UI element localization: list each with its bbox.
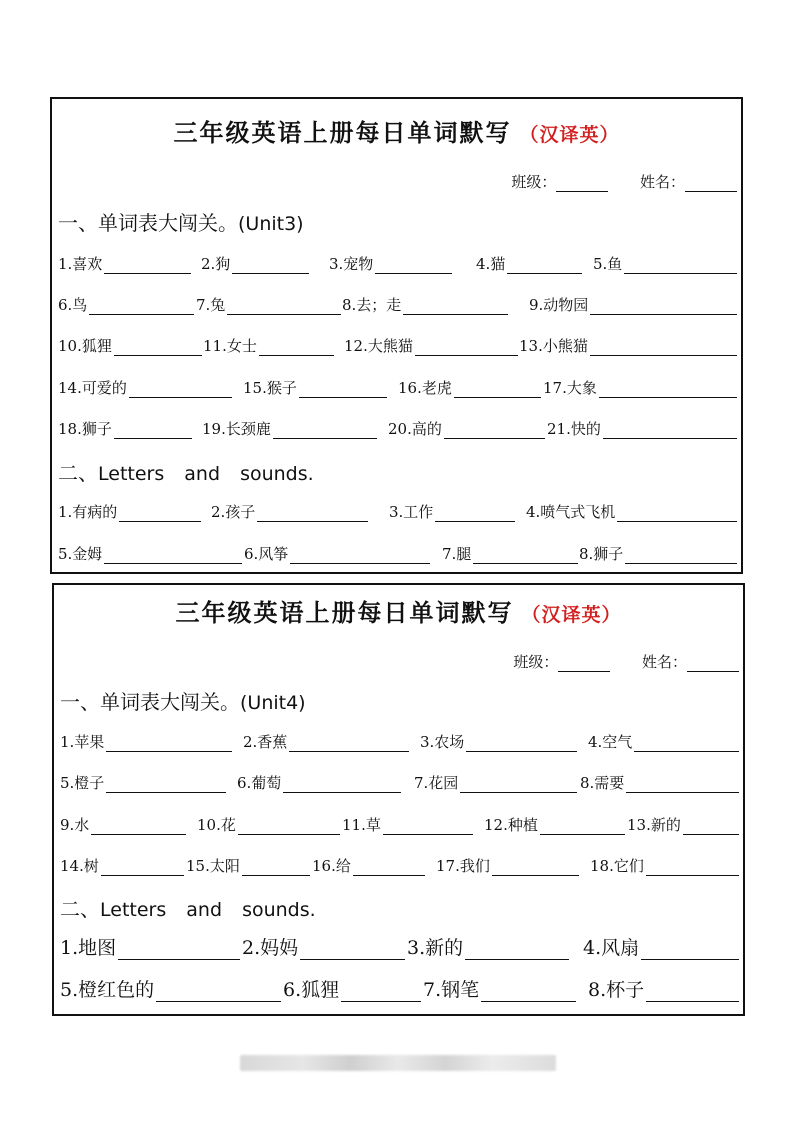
answer-blank[interactable]: [300, 939, 405, 960]
answer-blank[interactable]: [227, 298, 341, 315]
word-prompt: 20.高的: [388, 420, 442, 438]
answer-blank[interactable]: [341, 981, 421, 1002]
word-prompt: 18.狮子: [58, 420, 112, 438]
word-item: [58, 501, 201, 522]
class-blank[interactable]: [556, 176, 608, 192]
name-label: 姓名：: [639, 173, 685, 191]
worksheet-unit4: [52, 583, 745, 1016]
word-prompt: 2.香蕉: [243, 733, 288, 751]
word-prompt: 3.农场: [420, 733, 465, 751]
word-row: [60, 772, 739, 796]
title-text: 三年级英语上册每日单词默写: [173, 118, 512, 147]
word-item: [211, 501, 368, 522]
answer-blank[interactable]: [375, 257, 452, 274]
word-item: [60, 731, 232, 752]
worksheet-title: [54, 593, 743, 628]
word-item: [588, 975, 739, 1002]
word-item: [243, 377, 387, 398]
word-item: [201, 253, 309, 274]
worksheet-title: [52, 113, 741, 148]
word-item: [243, 731, 409, 752]
word-item: [312, 855, 425, 876]
word-prompt: 7.钢笔: [423, 979, 480, 1001]
word-item: [342, 814, 473, 835]
word-item: [342, 294, 508, 315]
answer-blank[interactable]: [465, 939, 569, 960]
answer-blank[interactable]: [89, 298, 194, 315]
word-prompt: 19.长颈鹿: [202, 420, 271, 438]
answer-blank[interactable]: [617, 505, 737, 522]
name-blank[interactable]: [685, 176, 737, 192]
name-label: 姓名：: [641, 653, 687, 671]
word-prompt: 8.狮子: [579, 545, 624, 563]
word-prompt: 6.狐狸: [283, 979, 340, 1001]
word-prompt: 1.喜欢: [58, 255, 103, 273]
answer-blank[interactable]: [492, 859, 579, 876]
word-prompt: 10.狐狸: [58, 337, 112, 355]
word-item: [344, 335, 518, 356]
section-vocabulary-heading: [58, 207, 304, 236]
class-name-fields: [513, 651, 739, 672]
answer-blank[interactable]: [383, 818, 473, 835]
answer-blank[interactable]: [403, 298, 508, 315]
word-item: [60, 772, 226, 793]
section-heading-english: Letters and sounds.: [98, 463, 314, 485]
word-prompt: 8.杯子: [588, 979, 645, 1001]
answer-blank[interactable]: [104, 547, 242, 564]
word-item: [407, 933, 569, 960]
answer-blank[interactable]: [603, 422, 737, 439]
answer-blank[interactable]: [104, 257, 191, 274]
word-prompt: 6.葡萄: [237, 774, 282, 792]
answer-blank[interactable]: [415, 339, 518, 356]
word-item: [583, 933, 739, 960]
word-row: [58, 501, 737, 525]
answer-blank[interactable]: [646, 859, 739, 876]
word-prompt: 12.大熊猫: [344, 337, 413, 355]
word-item: [476, 253, 582, 274]
title-subtitle: （汉译英）: [519, 124, 620, 146]
word-item: [526, 501, 737, 522]
answer-blank[interactable]: [625, 547, 737, 564]
word-item: [529, 294, 737, 315]
word-row: [60, 975, 739, 1003]
word-row: [58, 294, 737, 318]
word-prompt: 16.老虎: [398, 379, 452, 397]
word-prompt: 5.橙子: [60, 774, 105, 792]
word-prompt: 17.大象: [543, 379, 597, 397]
word-prompt: 6.鸟: [58, 296, 88, 314]
word-item: [436, 855, 579, 876]
section-letters-heading: [58, 457, 314, 486]
word-prompt: 5.橙红色的: [60, 979, 155, 1001]
word-prompt: 21.快的: [547, 420, 601, 438]
answer-blank[interactable]: [119, 505, 201, 522]
word-row: [60, 731, 739, 755]
answer-blank[interactable]: [626, 776, 739, 793]
answer-blank[interactable]: [599, 381, 737, 398]
word-item: [590, 855, 739, 876]
word-prompt: 2.孩子: [211, 503, 256, 521]
class-label: 班级：: [513, 653, 559, 671]
word-item: [203, 335, 334, 356]
answer-blank[interactable]: [473, 547, 578, 564]
word-item: [329, 253, 452, 274]
word-prompt: 16.给: [312, 857, 351, 875]
word-prompt: 8.需要: [580, 774, 625, 792]
word-item: [388, 418, 545, 439]
word-prompt: 7.花园: [414, 774, 459, 792]
word-item: [244, 543, 430, 564]
word-prompt: 3.新的: [407, 937, 464, 959]
class-name-fields: [511, 171, 737, 192]
answer-blank[interactable]: [590, 298, 737, 315]
word-item: [58, 253, 191, 274]
word-prompt: 1.苹果: [60, 733, 105, 751]
word-item: [283, 975, 421, 1002]
answer-blank[interactable]: [466, 735, 577, 752]
answer-blank[interactable]: [91, 818, 186, 835]
word-row: [58, 543, 737, 567]
word-item: [519, 335, 737, 356]
word-item: [197, 814, 340, 835]
answer-blank[interactable]: [232, 257, 309, 274]
section-heading-english: Letters and sounds.: [100, 899, 316, 921]
word-prompt: 14.可爱的: [58, 379, 127, 397]
word-item: [593, 253, 737, 274]
word-item: [186, 855, 310, 876]
word-item: [242, 933, 405, 960]
word-item: [543, 377, 737, 398]
word-row: [58, 253, 737, 277]
answer-blank[interactable]: [634, 735, 739, 752]
word-row: [60, 933, 739, 961]
word-prompt: 5.金姆: [58, 545, 103, 563]
answer-blank[interactable]: [242, 859, 310, 876]
word-prompt: 8.去；走: [342, 296, 402, 314]
word-prompt: 14.树: [60, 857, 99, 875]
title-text: 三年级英语上册每日单词默写: [175, 598, 514, 627]
answer-blank[interactable]: [101, 859, 184, 876]
word-prompt: 15.猴子: [243, 379, 297, 397]
answer-blank[interactable]: [114, 422, 192, 439]
answer-blank[interactable]: [540, 818, 625, 835]
word-prompt: 3.宠物: [329, 255, 374, 273]
word-row: [58, 377, 737, 401]
answer-blank[interactable]: [290, 547, 430, 564]
answer-blank[interactable]: [283, 776, 401, 793]
word-item: [60, 855, 184, 876]
word-item: [580, 772, 739, 793]
word-prompt: 7.腿: [442, 545, 472, 563]
answer-blank[interactable]: [156, 981, 281, 1002]
word-prompt: 7.兔: [196, 296, 226, 314]
answer-blank[interactable]: [683, 818, 739, 835]
word-item: [547, 418, 737, 439]
class-label: 班级：: [511, 173, 557, 191]
word-prompt: 5.鱼: [593, 255, 623, 273]
title-subtitle: （汉译英）: [521, 604, 622, 626]
word-item: [58, 377, 232, 398]
word-row: [58, 335, 737, 359]
answer-blank[interactable]: [646, 981, 739, 1002]
answer-blank[interactable]: [624, 257, 737, 274]
word-row: [60, 814, 739, 838]
answer-blank[interactable]: [129, 381, 232, 398]
word-item: [627, 814, 739, 835]
answer-blank[interactable]: [507, 257, 582, 274]
blurred-watermark: [240, 1055, 556, 1071]
answer-blank[interactable]: [259, 339, 334, 356]
word-row: [60, 855, 739, 879]
word-item: [442, 543, 578, 564]
word-item: [237, 772, 401, 793]
unit-label: (Unit3): [238, 213, 304, 235]
word-prompt: 4.空气: [588, 733, 633, 751]
answer-blank[interactable]: [590, 339, 737, 356]
word-row: [58, 418, 737, 442]
answer-blank[interactable]: [454, 381, 541, 398]
word-prompt: 6.风筝: [244, 545, 289, 563]
answer-blank[interactable]: [273, 422, 377, 439]
word-item: [484, 814, 625, 835]
word-prompt: 3.工作: [389, 503, 434, 521]
class-blank[interactable]: [558, 656, 610, 672]
word-prompt: 13.小熊猫: [519, 337, 588, 355]
answer-blank[interactable]: [289, 735, 409, 752]
word-item: [579, 543, 737, 564]
answer-blank[interactable]: [257, 505, 368, 522]
word-prompt: 2.狗: [201, 255, 231, 273]
word-item: [414, 772, 577, 793]
answer-blank[interactable]: [299, 381, 387, 398]
word-prompt: 10.花: [197, 816, 236, 834]
word-prompt: 17.我们: [436, 857, 490, 875]
word-item: [58, 294, 194, 315]
word-item: [58, 543, 242, 564]
word-item: [60, 933, 240, 960]
word-item: [588, 731, 739, 752]
answer-blank[interactable]: [106, 735, 232, 752]
word-item: [60, 975, 281, 1002]
unit-label: (Unit4): [240, 692, 306, 714]
answer-blank[interactable]: [353, 859, 425, 876]
name-blank[interactable]: [687, 656, 739, 672]
word-prompt: 18.它们: [590, 857, 644, 875]
answer-blank[interactable]: [435, 505, 515, 522]
word-prompt: 1.有病的: [58, 503, 118, 521]
answer-blank[interactable]: [118, 939, 240, 960]
section-heading-text: 二、: [58, 461, 98, 485]
word-prompt: 4.猫: [476, 255, 506, 273]
word-item: [58, 418, 192, 439]
answer-blank[interactable]: [481, 981, 576, 1002]
answer-blank[interactable]: [114, 339, 202, 356]
answer-blank[interactable]: [238, 818, 340, 835]
word-prompt: 9.动物园: [529, 296, 589, 314]
answer-blank[interactable]: [444, 422, 545, 439]
answer-blank[interactable]: [106, 776, 226, 793]
section-heading-text: 二、: [60, 897, 100, 921]
answer-blank[interactable]: [460, 776, 577, 793]
section-letters-heading: [60, 893, 316, 922]
word-item: [202, 418, 377, 439]
word-prompt: 2.妈妈: [242, 937, 299, 959]
word-prompt: 1.地图: [60, 937, 117, 959]
word-prompt: 15.太阳: [186, 857, 240, 875]
word-prompt: 4.风扇: [583, 937, 640, 959]
word-prompt: 12.种植: [484, 816, 538, 834]
answer-blank[interactable]: [641, 939, 739, 960]
word-item: [196, 294, 341, 315]
word-prompt: 13.新的: [627, 816, 681, 834]
word-item: [423, 975, 576, 1002]
word-item: [398, 377, 541, 398]
word-item: [58, 335, 202, 356]
section-heading-text: 一、单词表大闯关。: [58, 211, 238, 235]
section-vocabulary-heading: [60, 686, 306, 715]
word-prompt: 4.喷气式飞机: [526, 503, 616, 521]
word-prompt: 9.水: [60, 816, 90, 834]
word-prompt: 11.女士: [203, 337, 257, 355]
word-item: [60, 814, 186, 835]
section-heading-text: 一、单词表大闯关。: [60, 690, 240, 714]
word-item: [389, 501, 515, 522]
worksheet-unit3: [50, 97, 743, 574]
word-prompt: 11.草: [342, 816, 381, 834]
word-item: [420, 731, 577, 752]
